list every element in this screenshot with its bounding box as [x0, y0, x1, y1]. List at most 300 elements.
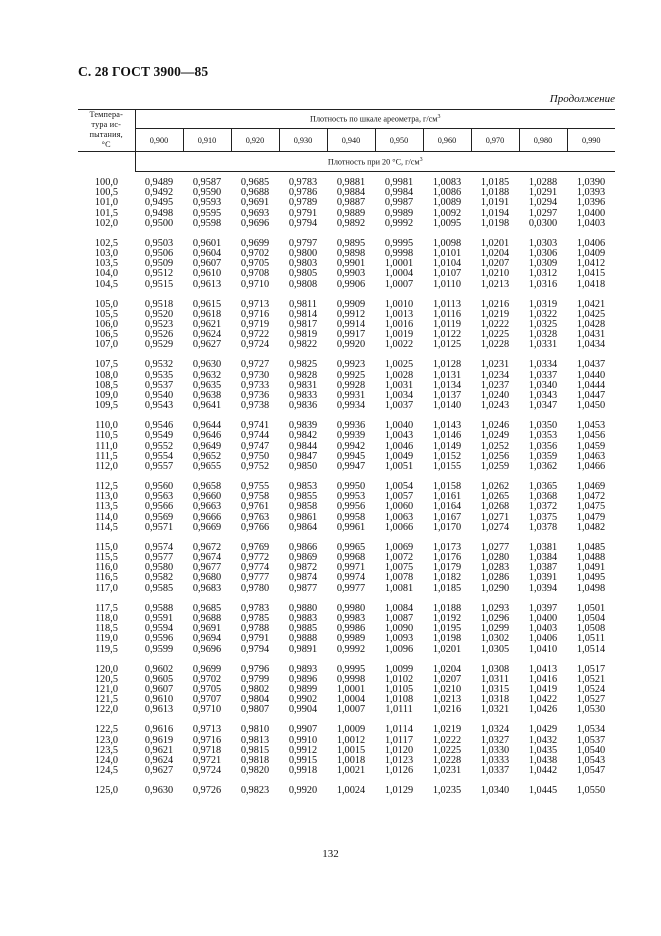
density-column-header: 0,970 [471, 129, 519, 152]
density-cell: 0,9529 [144, 339, 174, 351]
density-cell: 0,9674 [192, 552, 222, 564]
table-row [78, 634, 615, 644]
density-cell: 0,9904 [288, 704, 318, 716]
density-cell: 0,9599 [144, 643, 174, 655]
density-cell: 1,0113 [433, 298, 461, 310]
temperature-cell: 116,0 [95, 562, 118, 574]
density-cell: 1,0210 [432, 683, 462, 695]
density-cell: 1,0527 [576, 694, 606, 706]
density-cell: 0,9818 [240, 754, 270, 766]
density-cell: 1,0283 [480, 562, 510, 574]
density-cell: 0,9893 [288, 663, 318, 675]
density-cell: 1,0271 [480, 511, 510, 523]
density-cell: 0,9498 [144, 207, 174, 219]
density-cell: 1,0422 [528, 694, 558, 706]
density-cell: 0,9747 [240, 440, 270, 452]
density-cell: 1,0419 [528, 683, 558, 695]
density-cell: 0,9895 [336, 237, 366, 249]
density-cell: 1,0445 [528, 785, 558, 797]
density-cell: 0,9520 [144, 308, 174, 320]
density-cell: 1,0328 [528, 329, 558, 341]
density-cell: 1,0204 [432, 663, 462, 675]
density-cell: 1,0164 [432, 501, 462, 513]
density-cell: 0,9956 [336, 501, 366, 513]
density-cell: 0,9831 [288, 379, 318, 391]
density-cell: 1,0403 [528, 623, 558, 635]
density-cell: 0,9672 [192, 541, 222, 553]
density-cell: 0,9721 [192, 754, 222, 766]
density-cell: 1,0524 [576, 683, 606, 695]
density-cell: 1,0353 [528, 430, 558, 442]
density-cell: 0,0300 [528, 217, 558, 229]
density-cell: 1,0340 [528, 379, 558, 391]
density-cell: 0,9710 [192, 704, 222, 716]
density-cell: 0,9958 [336, 511, 366, 523]
temperature-cell: 121,0 [94, 683, 119, 695]
density-cell: 0,9566 [144, 501, 174, 513]
density-cell: 1,0051 [384, 461, 414, 473]
density-cell: 0,9953 [336, 491, 366, 503]
density-cell: 1,0440 [576, 369, 606, 381]
table-row [78, 645, 615, 655]
density-cell: 1,0092 [432, 207, 462, 219]
table-row [78, 725, 615, 735]
density-cell: 1,0043 [384, 430, 414, 442]
density-cell: 0,9602 [144, 663, 174, 675]
density-cell: 0,9950 [336, 481, 366, 493]
density-cell: 1,0330 [480, 744, 510, 756]
density-cell: 0,9910 [288, 734, 318, 746]
density-cell: 0,9907 [288, 724, 318, 736]
density-cell: 1,0434 [576, 339, 606, 351]
temperature-cell: 120,0 [94, 663, 119, 675]
density-cell: 1,0340 [480, 785, 510, 797]
density-cell: 1,0543 [576, 754, 606, 766]
density-cell: 1,0308 [480, 663, 510, 675]
density-cell: 0,9503 [144, 237, 174, 249]
density-cell: 1,0201 [480, 237, 510, 249]
density-cell: 1,0517 [576, 663, 606, 675]
temperature-cell: 113,0 [95, 491, 118, 503]
page-number: 132 [322, 848, 339, 860]
density-cell: 0,9685 [192, 602, 222, 614]
density-cell: 0,9815 [240, 744, 270, 756]
density-cell: 0,9741 [240, 420, 270, 432]
density-cell: 0,9836 [288, 400, 318, 412]
density-cell: 0,9936 [336, 420, 366, 432]
density-cell: 1,0435 [528, 744, 558, 756]
density-cell: 1,0485 [576, 541, 606, 553]
density-cell: 1,0004 [336, 694, 366, 706]
density-cell: 0,9934 [336, 400, 366, 412]
density-cell: 0,9630 [192, 359, 222, 371]
density-cell: 0,9595 [192, 207, 222, 219]
density-cell: 0,9874 [288, 572, 318, 584]
temperature-cell: 114,0 [95, 511, 118, 523]
density-cell: 0,9605 [144, 673, 174, 685]
density-cell: 1,0158 [432, 481, 462, 493]
density-cell: 0,9939 [336, 430, 366, 442]
density-cell: 0,9995 [336, 663, 366, 675]
density-cell: 1,0318 [480, 694, 510, 706]
density-cell: 0,9618 [192, 308, 222, 320]
density-cell: 0,9495 [144, 197, 174, 209]
density-cell: 1,0078 [384, 572, 414, 584]
temperature-cell: 105,0 [94, 298, 119, 310]
density-cell: 0,9823 [240, 785, 270, 797]
density-cell: 0,9680 [192, 572, 222, 584]
density-cell: 0,9825 [288, 359, 318, 371]
density-cell: 0,9968 [336, 552, 366, 564]
density-cell: 1,0066 [384, 521, 414, 533]
density-cell: 0,9582 [144, 572, 174, 584]
density-cell: 0,9884 [336, 187, 366, 199]
density-cell: 1,0293 [480, 602, 510, 614]
density-cell: 1,0235 [432, 785, 462, 797]
density-cell: 1,0397 [528, 602, 558, 614]
density-cell: 1,0131 [432, 369, 462, 381]
density-cell: 1,0350 [528, 420, 558, 432]
density-cell: 0,9666 [192, 511, 222, 523]
density-cell: 0,9713 [240, 298, 270, 310]
density-cell: 1,0095 [432, 217, 462, 229]
hydrometer-density-header-text: Плотность по шкале ареометра, г/см [310, 114, 438, 124]
temperature-cell: 124,5 [94, 765, 119, 777]
density-cell: 0,9786 [288, 187, 318, 199]
density-cell: 1,0167 [432, 511, 462, 523]
density-cell: 1,0037 [384, 400, 414, 412]
density-cell: 1,0325 [528, 319, 558, 331]
density-cell: 1,0431 [576, 329, 606, 341]
density-cell: 1,0463 [576, 450, 606, 462]
density-columns-row [78, 129, 615, 152]
density-cell: 1,0001 [336, 683, 366, 695]
density-cell: 0,9540 [144, 390, 174, 402]
density-cell: 1,0356 [528, 440, 558, 452]
density-cell: 0,9574 [144, 541, 174, 553]
density-cell: 1,0306 [528, 248, 558, 260]
temperature-cell: 124,0 [94, 754, 119, 766]
density-cell: 0,9828 [288, 369, 318, 381]
density-cell: 1,0040 [384, 420, 414, 432]
density-cell: 1,0025 [384, 359, 414, 371]
density-column-header: 0,950 [375, 129, 423, 152]
density-cell: 1,0216 [432, 704, 462, 716]
density-cell: 1,0225 [432, 744, 462, 756]
density-cell: 0,9607 [144, 683, 174, 695]
density-cell: 0,9615 [192, 298, 222, 310]
density-cell: 1,0137 [432, 390, 462, 402]
density-cell: 0,9685 [240, 177, 270, 188]
density-cell: 0,9989 [384, 207, 414, 219]
table-row [78, 766, 615, 776]
density-cell: 0,9804 [240, 694, 270, 706]
density-cell: 1,0114 [385, 724, 413, 736]
density-cell: 1,0504 [576, 612, 606, 624]
density-cell: 1,0521 [576, 673, 606, 685]
density-cell: 0,9500 [144, 217, 174, 229]
table-row [78, 401, 615, 411]
density-cell: 1,0343 [528, 390, 558, 402]
density-cell: 1,0146 [432, 430, 462, 442]
density-cell: 1,0297 [528, 207, 558, 219]
density-cell: 0,9903 [336, 268, 366, 280]
temperature-cell: 116,5 [95, 572, 118, 584]
temperature-cell: 110,5 [95, 430, 118, 442]
density-cell: 1,0099 [384, 663, 414, 675]
temperature-cell: 115,5 [95, 552, 118, 564]
temperature-cell: 109,5 [94, 400, 119, 412]
density-cell: 1,0265 [480, 491, 510, 503]
density-cell: 1,0015 [336, 744, 366, 756]
density-cell: 1,0303 [528, 237, 558, 249]
density-cell: 1,0495 [576, 572, 606, 584]
density-cell: 1,0207 [480, 258, 510, 270]
temperature-cell: 111,0 [95, 440, 118, 452]
density-cell: 1,0547 [576, 765, 606, 777]
density-cell: 0,9810 [240, 724, 270, 736]
density-cell: 1,0475 [576, 501, 606, 513]
temperature-cell: 108,5 [94, 379, 119, 391]
density-cell: 0,9627 [192, 339, 222, 351]
density-cell: 0,9610 [192, 268, 222, 280]
density-cell: 1,0400 [528, 612, 558, 624]
density-cell: 1,0198 [432, 633, 462, 645]
density-cell: 1,0034 [384, 390, 414, 402]
density-cell: 1,0104 [432, 258, 462, 270]
temperature-cell: 118,5 [95, 623, 118, 635]
density-cell: 1,0514 [576, 643, 606, 655]
density-cell: 0,9891 [288, 643, 318, 655]
density-cell: 1,0195 [432, 623, 462, 635]
density-cell: 0,9750 [240, 450, 270, 462]
density-cell: 1,0280 [480, 552, 510, 564]
temperature-cell: 117,5 [95, 602, 118, 614]
density-cell: 0,9915 [288, 754, 318, 766]
density-cell: 0,9942 [336, 440, 366, 452]
temperature-cell: 119,5 [95, 643, 118, 655]
temp-header-line: °С [101, 140, 111, 149]
temperature-cell: 101,0 [94, 197, 119, 209]
density-cell: 0,9546 [144, 420, 174, 432]
density-cell: 0,9774 [240, 562, 270, 574]
density-cell: 0,9920 [288, 785, 318, 797]
density-cell: 1,0450 [576, 400, 606, 412]
density-cell: 1,0219 [480, 308, 510, 320]
density-cell: 1,0126 [384, 765, 414, 777]
density-cell: 0,9872 [288, 562, 318, 574]
density-cell: 1,0129 [384, 785, 414, 797]
density-cell: 0,9601 [192, 237, 222, 249]
temperature-cell: 111,5 [95, 450, 118, 462]
density-cell: 1,0237 [480, 379, 510, 391]
density-cell: 1,0442 [528, 765, 558, 777]
density-cell: 1,0219 [432, 724, 462, 736]
density-cell: 1,0337 [480, 765, 510, 777]
density-cell: 0,9518 [144, 298, 174, 310]
temperature-cell: 118,0 [95, 612, 118, 624]
density-cell: 1,0259 [480, 461, 510, 473]
table-header [78, 109, 615, 172]
density-cell: 1,0400 [576, 207, 606, 219]
density-cell: 1,0390 [576, 177, 606, 188]
density-cell: 1,0213 [480, 278, 510, 290]
density-cell: 1,0274 [480, 521, 510, 533]
density-cell: 0,9817 [288, 319, 318, 331]
density-cell: 0,9883 [288, 612, 318, 624]
density-cell: 1,0018 [336, 754, 366, 766]
density-cell: 0,9869 [288, 552, 318, 564]
density-cell: 0,9844 [288, 440, 318, 452]
density-cell: 1,0096 [384, 643, 414, 655]
unit-superscript: 3 [437, 113, 441, 120]
density-cell: 1,0098 [432, 237, 462, 249]
density-cell: 0,9961 [336, 521, 366, 533]
density-cell: 1,0010 [384, 298, 414, 310]
density-cell: 1,0240 [480, 390, 510, 402]
density-cell: 1,0302 [480, 633, 510, 645]
density-cell: 0,9772 [240, 552, 270, 564]
density-cell: 0,9716 [240, 308, 270, 320]
density-cell: 1,0087 [384, 612, 414, 624]
density-cell: 0,9758 [240, 491, 270, 503]
density-cell: 0,9702 [192, 673, 222, 685]
density-cell: 1,0425 [576, 308, 606, 320]
density-cell: 1,0372 [528, 501, 558, 513]
density-cell: 1,0173 [432, 541, 462, 553]
density-cell: 0,9917 [336, 329, 366, 341]
density-cell: 1,0170 [432, 521, 462, 533]
density-cell: 1,0089 [432, 197, 462, 209]
density-cell: 1,0249 [480, 430, 510, 442]
temperature-cell: 102,0 [94, 217, 119, 229]
density-cell: 0,9769 [240, 541, 270, 553]
density-cell: 0,9560 [144, 481, 174, 493]
density-cell: 1,0046 [384, 440, 414, 452]
density-cell: 0,9877 [288, 582, 318, 594]
temperature-cell: 119,0 [95, 633, 118, 645]
density-cell: 1,0031 [384, 379, 414, 391]
density-cell: 0,9918 [288, 765, 318, 777]
density-cell: 0,9594 [144, 623, 174, 635]
density-cell: 1,0216 [480, 298, 510, 310]
density-cell: 0,9593 [192, 197, 222, 209]
density-cell: 1,0155 [432, 461, 462, 473]
density-cell: 1,0296 [480, 612, 510, 624]
density-cell: 1,0123 [384, 754, 414, 766]
density-cell: 0,9914 [336, 319, 366, 331]
density-cell: 0,9977 [336, 582, 366, 594]
density-cell: 1,0456 [576, 430, 606, 442]
density-cell: 1,0016 [384, 319, 414, 331]
density-cell: 0,9885 [288, 623, 318, 635]
table-row [78, 340, 615, 350]
density-cell: 0,9552 [144, 440, 174, 452]
density-cell: 1,0075 [384, 562, 414, 574]
density-cell: 0,9850 [288, 461, 318, 473]
density-column-header: 0,910 [183, 129, 231, 152]
density-table [78, 109, 615, 796]
density-cell: 1,0472 [576, 491, 606, 503]
density-cell: 1,0416 [528, 673, 558, 685]
density-cell: 1,0394 [528, 582, 558, 594]
density-cell: 0,9794 [288, 217, 318, 229]
density-cell: 0,9726 [192, 785, 222, 797]
density-cell: 1,0125 [432, 339, 462, 351]
density-cell: 0,9855 [288, 491, 318, 503]
density-cell: 1,0102 [384, 673, 414, 685]
density-cell: 1,0415 [576, 268, 606, 280]
density-cell: 1,0501 [576, 602, 606, 614]
density-cell: 1,0540 [576, 744, 606, 756]
density-column-header: 0,930 [279, 129, 327, 152]
density-cell: 1,0291 [528, 187, 558, 199]
density-cell: 0,9537 [144, 379, 174, 391]
density-cell: 1,0429 [528, 724, 558, 736]
density-cell: 1,0491 [576, 562, 606, 574]
density-cell: 0,9707 [192, 694, 222, 706]
density-cell: 1,0083 [432, 177, 462, 188]
density-cell: 0,9506 [144, 248, 174, 260]
density-cell: 0,9663 [192, 501, 222, 513]
temperature-cell: 122,5 [94, 724, 119, 736]
density-cell: 1,0381 [528, 541, 558, 553]
density-cell: 1,0305 [480, 643, 510, 655]
density-cell: 1,0537 [576, 734, 606, 746]
temperature-cell: 109,0 [94, 390, 119, 402]
density-cell: 0,9780 [240, 582, 270, 594]
density-cell: 1,0105 [384, 683, 414, 695]
density-cell: 1,0309 [528, 258, 558, 270]
density-cell: 0,9861 [288, 511, 318, 523]
density-cell: 0,9613 [144, 704, 174, 716]
density-cell: 1,0111 [385, 704, 413, 716]
density-cell: 1,0222 [480, 319, 510, 331]
density-cell: 1,0550 [576, 785, 606, 797]
temperature-cell: 122,0 [94, 704, 119, 716]
density-cell: 0,9928 [336, 379, 366, 391]
density-cell: 1,0001 [384, 258, 414, 270]
density-cell: 1,0019 [384, 329, 414, 341]
density-cell: 0,9987 [384, 197, 414, 209]
temperature-cell: 120,5 [94, 673, 119, 685]
density-cell: 1,0426 [528, 704, 558, 716]
temperature-cell: 114,5 [95, 521, 118, 533]
density-cell: 1,0108 [384, 694, 414, 706]
density-cell: 1,0210 [480, 268, 510, 280]
density-cell: 1,0412 [576, 258, 606, 270]
density-cell: 1,0459 [576, 440, 606, 452]
temperature-cell: 117,0 [95, 582, 118, 594]
density-cell: 0,9660 [192, 491, 222, 503]
density-cell: 0,9983 [336, 612, 366, 624]
density-cell: 1,0024 [336, 785, 366, 797]
density-cell: 1,0268 [480, 501, 510, 513]
density-cell: 1,0101 [432, 248, 462, 260]
density-cell: 1,0007 [336, 704, 366, 716]
density-cell: 1,0207 [432, 673, 462, 685]
density-cell: 1,0315 [480, 683, 510, 695]
density-column-header: 0,920 [231, 129, 279, 152]
temperature-cell: 101,5 [94, 207, 119, 219]
density-cell: 0,9535 [144, 369, 174, 381]
density-cell: 0,9912 [336, 308, 366, 320]
density-cell: 0,9785 [240, 612, 270, 624]
density-cell: 1,0149 [432, 440, 462, 452]
density-cell: 0,9724 [240, 339, 270, 351]
density-cell: 0,9807 [240, 704, 270, 716]
density-cell: 0,9691 [192, 623, 222, 635]
